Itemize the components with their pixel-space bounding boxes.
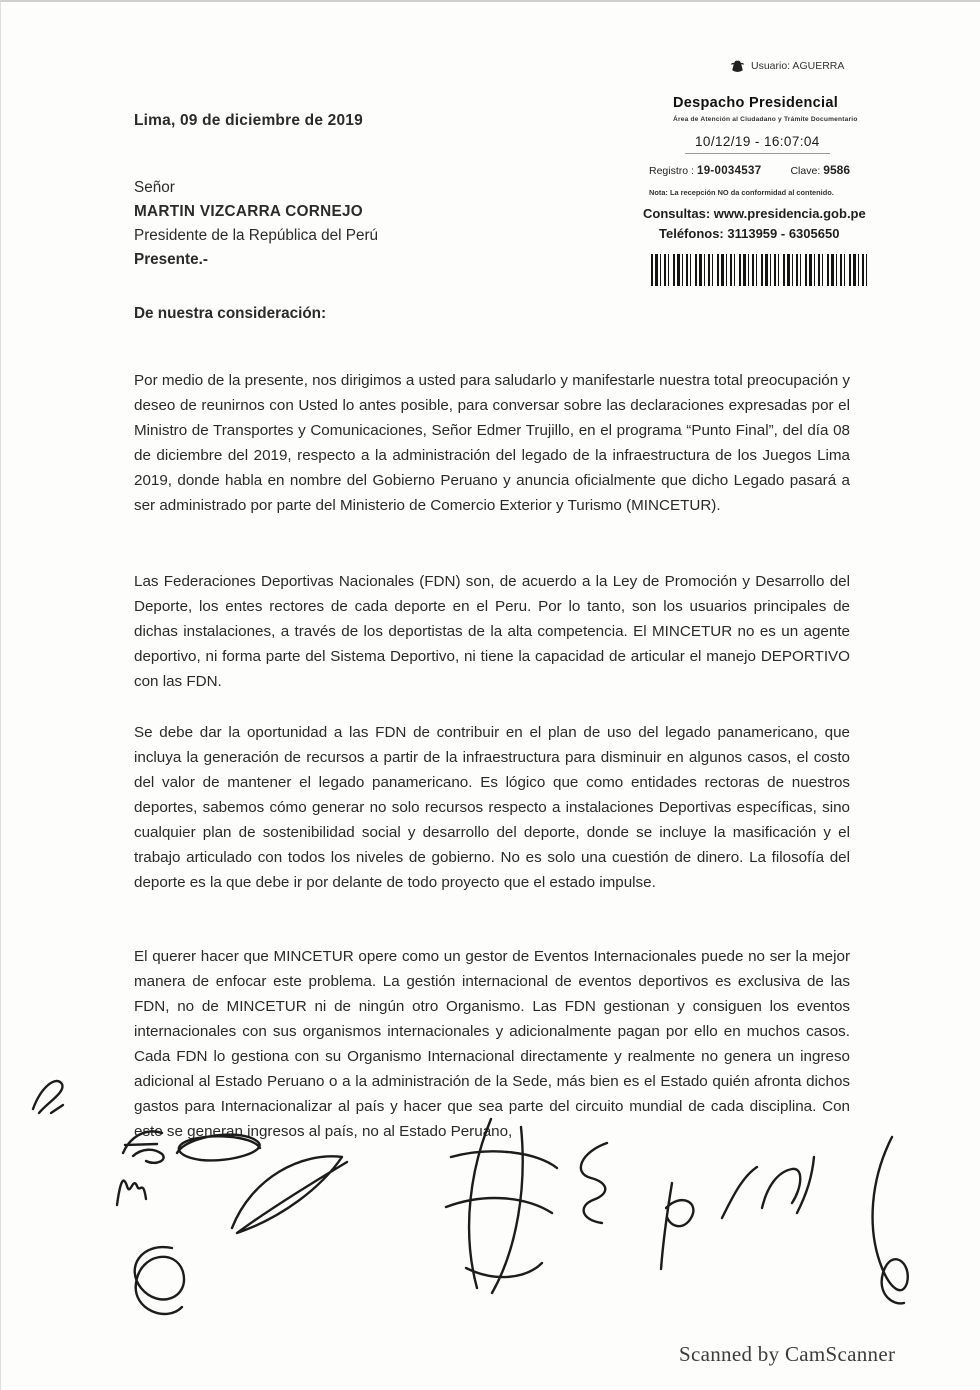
signature-stroke [123, 1131, 164, 1162]
body-paragraph: Se debe dar la oportunidad a las FDN de contribuir en el plan de uso del legado panamericano, que incluya la generación de recursos a partir de la infraestructura para disminuir en algunos casos, el costo del valor de mantener el legado panamericano. Es lógico que como entidades rectoras de nuestros deportes, sabemos cómo generar no solo recursos respecto a instalaciones Deportivas específicas, sino cualquier plan de sostenibilidad social y desarrollo del deporte, donde se incluye la masificación y el trabajo articulado con todos los niveles de gobierno. No es solo una cuestión de dinero. La filosofía del deporte es la que debe ir por delante de todo proyecto que el estado impulse. [134, 724, 850, 892]
usuario-text: Usuario: AGUERRA [751, 60, 845, 72]
recipient-title: Presidente de la República del Perú [134, 227, 379, 244]
body-paragraph: Por medio de la presente, nos dirigimos a usted para saludarlo y manifestarle nuestra total preocupación y deseo de reunirnos con Usted lo antes posible, para conversar sobre las declaraciones expresadas por el Ministro de Transportes y Comunicaciones, Señor Edmer Trujillo, en el programa “Punto Final”, del día 08 de diciembre del 2019, respecto a la administración del legado de la infraestructura de los Juegos Lima 2019, donde habla en nombre del Gobierno Peruano y anuncia oficialmente que dicho Legado pasará a ser administrado por parte del Ministerio de Comercio Exterior y Turismo (MINCETUR). [134, 372, 850, 515]
stamp-office-title: Despacho Presidencial [673, 95, 839, 111]
date-line: Lima, 09 de diciembre de 2019 [134, 112, 363, 129]
stamp-note: Nota: La recepción NO da conformidad al contenido. [649, 188, 834, 197]
signature-stroke [135, 1247, 184, 1314]
signature-stroke [33, 1081, 63, 1113]
signatures-overlay [21, 1057, 941, 1357]
clave-label: Clave: [790, 165, 821, 177]
body-paragraph: Las Federaciones Deportivas Nacionales (FDN) son, de acuerdo a la Ley de Promoción y Desarrollo del Deporte, los entes rectores de cada deporte en el Peru. Por lo tanto, son los usuarios principales de dichas instalaciones, a través de los deportistas de la alta competencia. El MINCETUR no es un agente deportivo, ni forma parte del Sistema Deportivo, ni tiene la capacidad de articular el manejo DEPORTIVO con las FDN. [134, 573, 850, 691]
signature-stroke [661, 1183, 693, 1269]
barcode [651, 254, 869, 286]
registro-label: Registro : [649, 165, 694, 177]
body-paragraph: El querer hacer que MINCETUR opere como un gestor de Eventos Internacionales puede no ser la mejor manera de enfocar este problema. La gestión internacional de eventos deportivos es exclusiva de las FDN, no de MINCETUR ni de ningún otro Organismo. Las FDN gestionan y consiguen los eventos internacionales con sus organismos internacionales y adicionalmente pagan por ello en muchos casos. Cada FDN lo gestiona con su Organismo Internacional directamente y realmente no genera un ingreso adicional al Estado Peruano o a la administración de la Sede, más bien es el Estado quién afronta dichos gastos para Internacionalizar al país y hacer que sea parte del circuito mundial de cada disciplina. Con esto se generan ingresos al país, no al Estado Peruano, [134, 948, 850, 1141]
signature-stroke [177, 1135, 260, 1161]
signature-stroke [446, 1119, 557, 1293]
signature-stroke [722, 1157, 814, 1218]
signature-stroke [117, 1181, 146, 1205]
recipient-salutation: Señor [134, 179, 175, 196]
stamp-telefonos: Teléfonos: 3113959 - 6305650 [659, 226, 840, 241]
scanner-credit: Scanned by CamScanner [679, 1342, 896, 1366]
stamp-datetime: 10/12/19 - 16:07:04 [685, 132, 830, 154]
recipient-block [134, 176, 378, 272]
letter-greeting: De nuestra consideración: [134, 305, 327, 322]
registro-line [649, 163, 850, 177]
coat-of-arms-icon [729, 58, 746, 74]
signature-stroke [581, 1143, 607, 1223]
registro-value: 19-0034537 [697, 165, 762, 177]
signature-stroke [232, 1156, 347, 1233]
recipient-closing: Presente.- [134, 251, 208, 268]
stamp-office-subtitle: Área de Atención al Ciudadano y Trámite Documentario [673, 116, 858, 123]
usuario-line [729, 58, 844, 74]
clave-value: 9586 [823, 163, 850, 177]
recipient-name: MARTIN VIZCARRA CORNEJO [134, 203, 363, 220]
signature-stroke [873, 1137, 908, 1303]
stamp-consultas: Consultas: www.presidencia.gob.pe [643, 206, 866, 221]
